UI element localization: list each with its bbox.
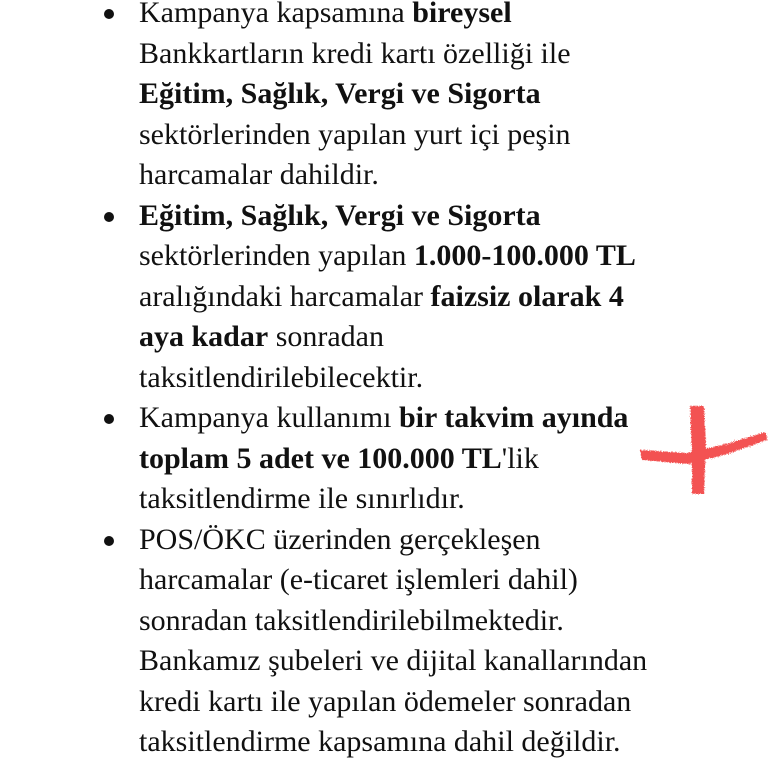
text-line: aya kadar sonradan (139, 320, 384, 353)
text-line: Kampanya kapsamına bireysel (139, 0, 512, 29)
text-line: Bankkartların kredi kartı özelliği ile (139, 36, 571, 70)
text-line: taksitlendirme ile sınırlıdır. (139, 482, 465, 515)
text-line: aralığındaki harcamalar faizsiz olarak 4 (139, 279, 624, 313)
text-line: taksitlendirilebilecektir. (139, 360, 424, 394)
text-line: sonradan taksitlendirilebilmektedir. (139, 603, 564, 637)
bullet-item-4 (0, 520, 739, 763)
text-line: Eğitim, Sağlık, Vergi ve Sigorta (139, 77, 541, 110)
text-line: Bankamız şubeleri ve dijital kanallarından (139, 644, 648, 677)
text-line: taksitlendirme kapsamına dahil değildir. (139, 725, 621, 758)
text-line: harcamalar dahildir. (139, 158, 379, 191)
text-line: harcamalar (e-ticaret işlemleri dahil) (139, 563, 578, 596)
text-line: sektörlerinden yapılan yurt içi peşin (139, 117, 571, 151)
text-line: POS/ÖKC üzerinden gerçekleşen (139, 522, 541, 556)
text-line: Kampanya kullanımı bir takvim ayında (139, 401, 629, 434)
bullet-item-1 (0, 0, 739, 196)
bullet-item-3 (0, 398, 739, 520)
text-line: sektörlerinden yapılan 1.000-100.000 TL (139, 239, 636, 272)
text-line: Eğitim, Sağlık, Vergi ve Sigorta (139, 198, 541, 232)
bullet-item-2 (0, 196, 739, 399)
bullet-dot-icon (104, 212, 114, 222)
text-line: kredi kartı ile yapılan ödemeler sonradan (139, 684, 632, 718)
bullet-dot-icon (104, 9, 114, 19)
bullet-dot-icon (104, 536, 114, 546)
text-line: toplam 5 adet ve 100.000 TL'lik (139, 441, 539, 475)
bullet-dot-icon (104, 414, 114, 424)
